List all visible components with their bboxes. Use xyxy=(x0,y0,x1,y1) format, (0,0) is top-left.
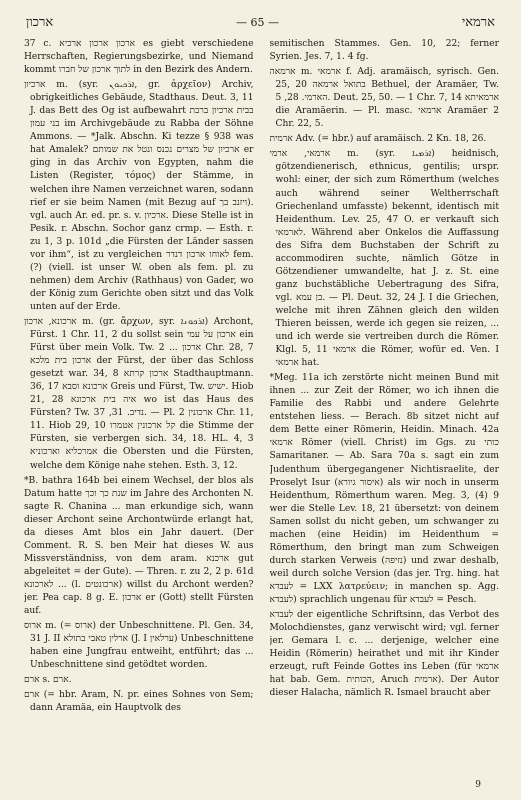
left-paragraph: *B. bathra 164b bei einem Wechsel, der blos als Datum hatte שנת כך וכך im Jahre des Archonten N. sagte R. Chanina ... man erkundige sich, wann dieser Archont seine Archontwürde erlangt hat, da dieses Amt blos ein Jahr dauert. (Der Comment. R. S. ben Meir hat dieses W. aus Missverständniss, von dem aram. ארכנא gut abgeleitet = der Gute). — Thren. r. zu 2, 2 p. 61d לארכונא ... (l. ארכונטים) willst du Archont werden? jer. Pea cap. 8 g. E. ארכון er (Gott) stellt Fürsten auf. xyxy=(24,475,254,617)
right-paragraph: לעבדא der eigentliche Schriftsinn, das Verbot des Molochdienstes, ganz verwischt wird; vgl. ferner jer. Gemara l. c. ... derjenige, welcher eine Heidin (Römerin) heirathet und mit ihr Kinder erzeugt, ruft Feinde Gottes ins Leben (für ארמאי hat bab. Gem. הכותית, Aruch ארמית). Der Autor dieser Halacha, nämlich R. Ismael braucht aber xyxy=(269,610,499,699)
entry-archiv: ארכיון m. (syr. ܐܪܟܝܘܢ, gr. ἀρχεῖον) Archiv, obrigkeitliches Gebäude, Stadthaus. Deut. 3, 11 J. das Bett des Og ist aufbewahrt בבית ארכיון ברבת בני עמון im Archivgebäude zu Rabba der Söhne Ammons. — *Jalk. Abschn. Ki tezze § 938 was hat Amalek? ארכיון של מצרים נכנס ונטל את שמותם er ging in das Archiv von Egypten, nahm die Listen (Register, τόμος) der Stämme, in welchen ihre Namen verzeichnet waren, sodann rief er sie beim Namen (mit Bezug auf ויזנב בך). vgl. auch Ar. ed. pr. s. v. ארכיון. Diese Stelle ist in Pesik. r. Abschn. Sochor ganz crmp. — Esth. r. zu 1, 3 p. 101d „die Fürsten der Länder sassen vor ihm“, ist zu vergleichen לאוחו ארכון דנדר fem. (?) (viell. ist unser W. oben als fem. pl. zu nehmen) dem Archiv (Rathhaus) von Gader, wo der König zum Gerichte oben sitzt und das Volk unten auf der Erde. xyxy=(24,80,254,312)
entry-aramaeisch: ארמאה m. ארמאי f. Adj. aramäisch, syrisch. Gen. 25, 20 בתואל ארמאה Bethuel, der Aramäer, Tw. הארמי. 28, 5. Deut. 25, 50. — 1 Chr. 7, 14 ארמאיתא die Aramäerin. — Pl. masc. ארמאי Aramäer 2 Chr. 22, 5. xyxy=(269,67,499,130)
header-left-headword: ארכון xyxy=(26,15,54,30)
right-paragraph: *Meg. 11a ich zerstörte nicht meinen Bund mit ihnen ... zur Zeit der Römer, wo ich ihnen die Familie des Rabbi und andere Gelehrte entstehen liess. — Berach. 8b sitzet nicht auf dem Bette einer Römerin, Heidin. Minach. 42a ארמאי Römer (viell. Christ) im Ggs. zu כותי Samaritaner. — Ab. Sara 70a s. sagt ein zum Judenthum übergegangener Nichtisraelite, der Proselyt Isur (איסור גיורא) als wir noch in unserm Heidenthum, Römerthum waren. Meg. 3, (4) 9 wer die Stelle Lev. 18, 21 übersetzt: von deinem Samen sollst du nicht geben, um schwanger zu machen (eine Heidin) im Heidenthum = Römerthum, den bringt man zum Schweigen durch starken Verweis (נזיפה) und zwar deshalb, weil durch solche Version (das jer. Trg. hing. hat לעבדא = LXX λατρεύειν; in manchen sp. Agg. לעבדא) sprachlich ungenau für לעבדא = Pesch. xyxy=(269,373,499,605)
right-paragraph: semitischen Stammes. Gen. 10, 22; ferner Syrien. Jes. 7, 1. 4 fg. xyxy=(269,39,499,63)
entry-aram: ארם (= hbr. Aram, N. pr. eines Sohnes von Sem; dann Aramäa, ein Hauptvolk des xyxy=(24,690,254,714)
left-paragraph: 37 c. ארכון ארכון ארכיא es giebt verschiedene Herrschaften, Regierungsbezirke, und Niemand kommt לתוך ארכון של חברו in den Bezirk des Andern. xyxy=(24,39,254,76)
entry-armai: ארמאי, ארמי m. (syr. ܐܪܡܝܐ) heidnisch, götzendienerisch, ethnicus, gentilis; urspr. wohl: einer, der sich zum Römerthum (welches auch während seiner Weltherrschaft Griechenland umfasste) bekennt, identisch mit Heidenthum. Lev. 25, 47 O. er verkauft sich לארמאי. Während aber Onkelos die Auffassung des Sifra dem Buchstaben der Schrift zu accommodiren suchte, nämlich Götze in Götzendiener umwandelte, hat J. z. St. eine ganz buchstäbliche Uebertragung des Sifra, vgl. בן עמא. — Pl. Deut. 32, 24 J. I die Griechen, welche mit ihren Zähnen gleich den wilden Thieren beissen, werde ich gegen sie reizen, ... und ich werde sie vertreiben durch die Römer. Klgl. 5, 11 ארמאי die Römer, wofür ed. Ven. I ארמאי hat. xyxy=(269,149,499,369)
entry-unbeschnittene: ארוס m. (= ארוס) der Unbeschnittene. Pl. Gen. 34, 31 J. II ארלין טאבי בתולא (J. I ערלאין) Unbeschnittene haben eine Jungfrau entweiht, entführt; das ... Unbeschnittene sind getödtet worden. xyxy=(24,621,254,671)
left-column xyxy=(24,38,254,776)
entry-cross-ref: ארם s. ארם. xyxy=(24,675,72,686)
text-columns xyxy=(24,38,499,776)
page-header xyxy=(26,14,495,30)
entry-archont: ארכונא, ארכון m. (gr. ἄρχων, syr. ܐܪܟܘܢܐ) Archont, Fürst. 1 Chr. 11, 2 du sollst sein ארכון על עמי ein Fürst über mein Volk. Tw. ארכון ... 2 Chr. 28, 7 ארכון בית מלכא der Fürst, der über das Schloss gesetzt war. 34, 8 ארכון קרתא Stadthauptmann. 36, 17 ארכונא וסבא Greis und Fürst, Tw. ישיש. Hiob 21, 28 איה בית ארכונא wo ist das Haus des Fürsten? Tw. נדיב. 31, 37. — Pl. ארכונין 2 Chr. 11, 11. Hiob 29, 10 קל ארכונין אטמרו die Stimme der Fürsten, sie verbergen sich. 34, 18. HL. 4, 3 אמרכליא וארכוניא die Obersten und die Fürsten, welche dem Könige nahe stehen. Esth. 3, 12. xyxy=(24,316,254,471)
right-column xyxy=(270,38,500,776)
header-right-headword: ארמאי xyxy=(461,15,495,30)
entry-aramit: ארמית Adv. (= hbr.) auf aramäisch. 2 Kn. 18, 26. xyxy=(269,134,487,145)
signature-mark: 9 xyxy=(475,780,481,790)
page-number: — 65 — xyxy=(236,16,280,29)
